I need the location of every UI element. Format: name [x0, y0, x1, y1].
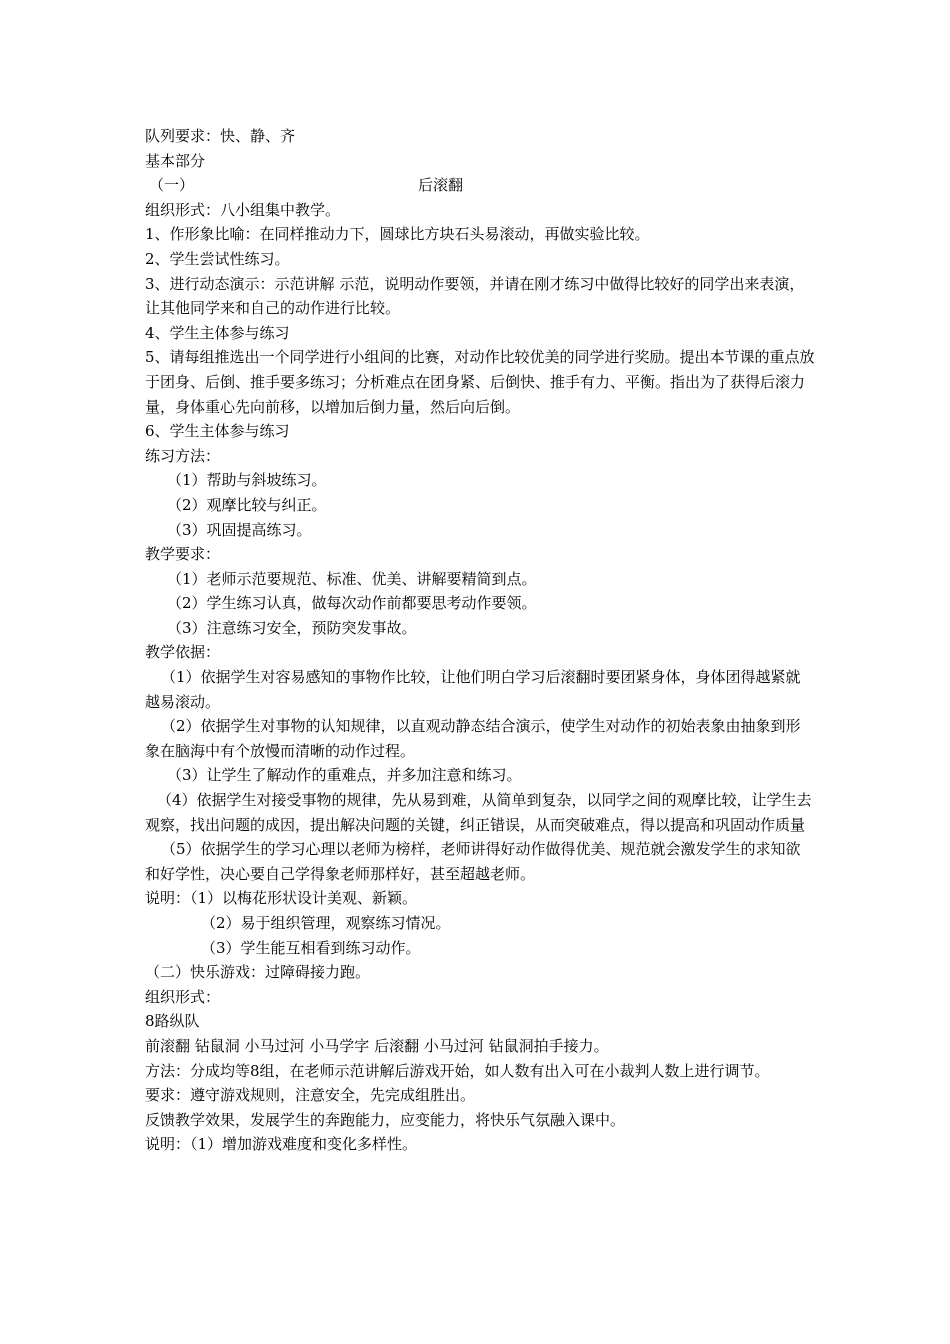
game-explanation: 说明：（1）增加游戏难度和变化多样性。 — [145, 1135, 418, 1154]
step-3: 3、进行动态演示：示范讲解 示范，说明动作要领，并请在刚才练习中做得比较好的同学出来表演，让其他同学来和自己的动作进行比较。 — [145, 274, 805, 318]
organization-form: 组织形式：八小组集中教学。 — [145, 200, 341, 219]
explanation-item: （2）易于组织管理，观察练习情况。 — [201, 914, 451, 932]
explanation-line: 说明：（1）以梅花形状设计美观、新颖。 — [145, 889, 418, 908]
teaching-basis-item: （4）依据学生对接受事物的规律，先从易到难，从简单到复杂，以同学之间的观摩比较，让学生去观察，找出问题的成因，提出解决问题的关键，纠正错误，从而突破难点，得以提高和巩固动作质量 — [145, 791, 812, 834]
teaching-basis-item: （2）依据学生对事物的认知规律，以直观动静态结合演示，使学生对动作的初始表象由抽象到形象在脑海中有个放慢而清晰的动作过程。 — [145, 717, 801, 760]
step-5: 5、请每组推选出一个同学进行小组间的比赛，对动作比较优美的同学进行奖励。提出本节课的重点放于团身、后倒、推手要多练习；分析难点在团身紧、后倒快、推手有力、平衡。指出为了获得后滚力量，身体重心先向前移，以增加后倒力量，然后向后倒。 — [145, 348, 815, 416]
practice-method-item: （2）观摩比较与纠正。 — [167, 495, 327, 514]
formation-line: 8路纵队 — [145, 1012, 200, 1031]
feedback-line: 反馈教学效果，发展学生的奔跑能力，应变能力，将快乐气氛融入课中。 — [145, 1110, 626, 1129]
section-two-heading: （二）快乐游戏：过障碍接力跑。 — [145, 963, 371, 982]
step-2: 2、学生尝试性练习。 — [145, 249, 290, 268]
section-one-title: 后滚翻 — [418, 176, 464, 195]
organization-form-heading: 组织形式： — [145, 987, 221, 1006]
explanation-item: （3）学生能互相看到练习动作。 — [201, 938, 421, 957]
teaching-basis-item: （5）依据学生的学习心理以老师为榜样，老师讲得好动作做得优美、规范就会激发学生的求知欲和好学性，决心要自己学得象老师那样好，甚至超越老师。 — [145, 840, 801, 883]
practice-method-item: （3）巩固提高练习。 — [167, 520, 312, 539]
basic-part-heading: 基本部分 — [145, 151, 206, 170]
practice-method-item: （1）帮助与斜坡练习。 — [167, 471, 327, 490]
teaching-basis-item: （1）依据学生对容易感知的事物作比较，让他们明白学习后滚翻时要团紧身体，身体团得越紧就越易滚动。 — [145, 668, 801, 711]
teaching-requirement-item: （1）老师示范要规范、标准、优美、讲解要精简到点。 — [167, 569, 537, 588]
step-1: 1、作形象比喻：在同样推动力下，圆球比方块石头易滚动，再做实验比较。 — [145, 225, 650, 244]
game-method: 方法：分成均等8组，在老师示范讲解后游戏开始，如人数有出入可在小裁判人数上进行调节。 — [145, 1061, 770, 1080]
queue-requirement: 队列要求：快、静、齐 — [145, 127, 296, 145]
teaching-basis-item: （3）让学生了解动作的重难点，并多加注意和练习。 — [167, 766, 522, 785]
teaching-requirement-item: （2）学生练习认真，做每次动作前都要思考动作要领。 — [167, 594, 537, 613]
teaching-requirement-item: （3）注意练习安全，预防突发事故。 — [167, 618, 417, 637]
section-one-heading — [145, 173, 815, 198]
teaching-requirement-heading: 教学要求： — [145, 545, 221, 564]
teaching-basis-heading: 教学依据： — [145, 643, 221, 662]
step-4: 4、学生主体参与练习 — [145, 323, 290, 342]
document-page — [145, 124, 815, 1157]
practice-method-heading: 练习方法： — [145, 446, 221, 465]
game-requirement: 要求：遵守游戏规则，注意安全，先完成组胜出。 — [145, 1086, 476, 1105]
step-6: 6、学生主体参与练习 — [145, 422, 290, 441]
game-sequence: 前滚翻 钻鼠洞 小马过河 小马学字 后滚翻 小马过河 钻鼠洞拍手接力。 — [145, 1036, 609, 1055]
section-one-number: （一） — [149, 176, 195, 195]
